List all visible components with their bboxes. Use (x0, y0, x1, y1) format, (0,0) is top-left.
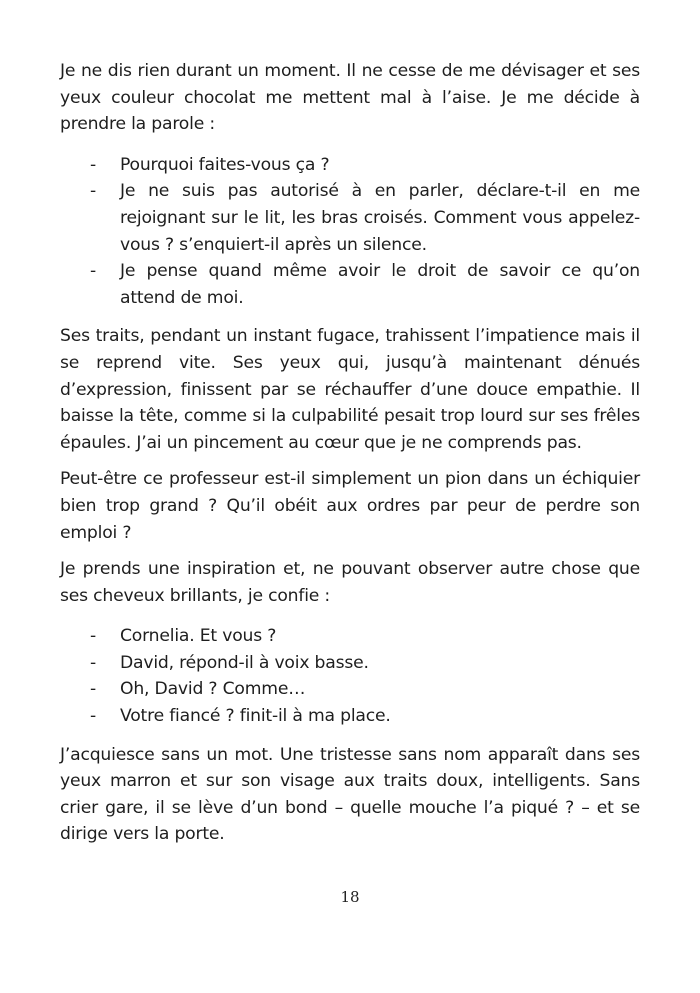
page-body (60, 58, 640, 858)
dialogue-dash: - (90, 652, 97, 673)
dialogue-list-2 (60, 623, 640, 729)
dialogue-text: Je ne suis pas autorisé à en parler, déclare-t-il en me rejoignant sur le lit, les bras croisés. Comment vous appelez-vous ? s’enquiert-il après un silence. (120, 181, 640, 255)
paragraph-3: Peut-être ce professeur est-il simplement un pion dans un échiquier bien trop grand ? Qu’il obéit aux ordres par peur de perdre son emploi ? (60, 469, 640, 543)
dialogue-dash: - (90, 154, 97, 175)
dialogue-dash: - (90, 261, 97, 282)
dialogue-line (60, 650, 640, 677)
dialogue-dash: - (90, 679, 97, 700)
paragraph-5: J’acquiesce sans un mot. Une tristesse sans nom apparaît dans ses yeux marron et sur son visage aux traits doux, intelligents. Sans crier gare, il se lève d’un bond – quelle mouche l’a piqué ? – et se dirige vers la porte. (60, 744, 640, 845)
dialogue-dash: - (90, 181, 97, 202)
dialogue-line (60, 258, 640, 311)
paragraph-2: Ses traits, pendant un instant fugace, trahissent l’impatience mais il se reprend vite. Ses yeux qui, jusqu’à maintenant dénués d’expression, finissent par se réchauffer d’une douce empathie. Il baisse la tête, comme si la culpabilité pesait trop lourd sur ses frêles épaules. J’ai un pincement au cœur que je ne comprends pas. (60, 326, 640, 453)
dialogue-line (60, 676, 640, 703)
dialogue-list-1 (60, 152, 640, 312)
dialogue-line (60, 703, 640, 730)
dialogue-dash: - (90, 626, 97, 647)
dialogue-text: Votre fiancé ? finit-il à ma place. (120, 706, 391, 727)
dialogue-text: Pourquoi faites-vous ça ? (120, 154, 330, 175)
dialogue-line (60, 178, 640, 258)
dialogue-dash: - (90, 706, 97, 727)
dialogue-text: Oh, David ? Comme… (120, 679, 306, 700)
dialogue-text: Cornelia. Et vous ? (120, 626, 277, 647)
page-number: 18 (340, 888, 360, 906)
dialogue-line (60, 623, 640, 650)
dialogue-line (60, 152, 640, 179)
paragraph-4: Je prends une inspiration et, ne pouvant observer autre chose que ses cheveux brillants, je confie : (60, 559, 640, 606)
dialogue-text: Je pense quand même avoir le droit de savoir ce qu’on attend de moi. (120, 261, 640, 308)
dialogue-text: David, répond-il à voix basse. (120, 652, 369, 673)
paragraph-1: Je ne dis rien durant un moment. Il ne cesse de me dévisager et ses yeux couleur chocolat me mettent mal à l’aise. Je me décide à prendre la parole : (60, 61, 640, 135)
